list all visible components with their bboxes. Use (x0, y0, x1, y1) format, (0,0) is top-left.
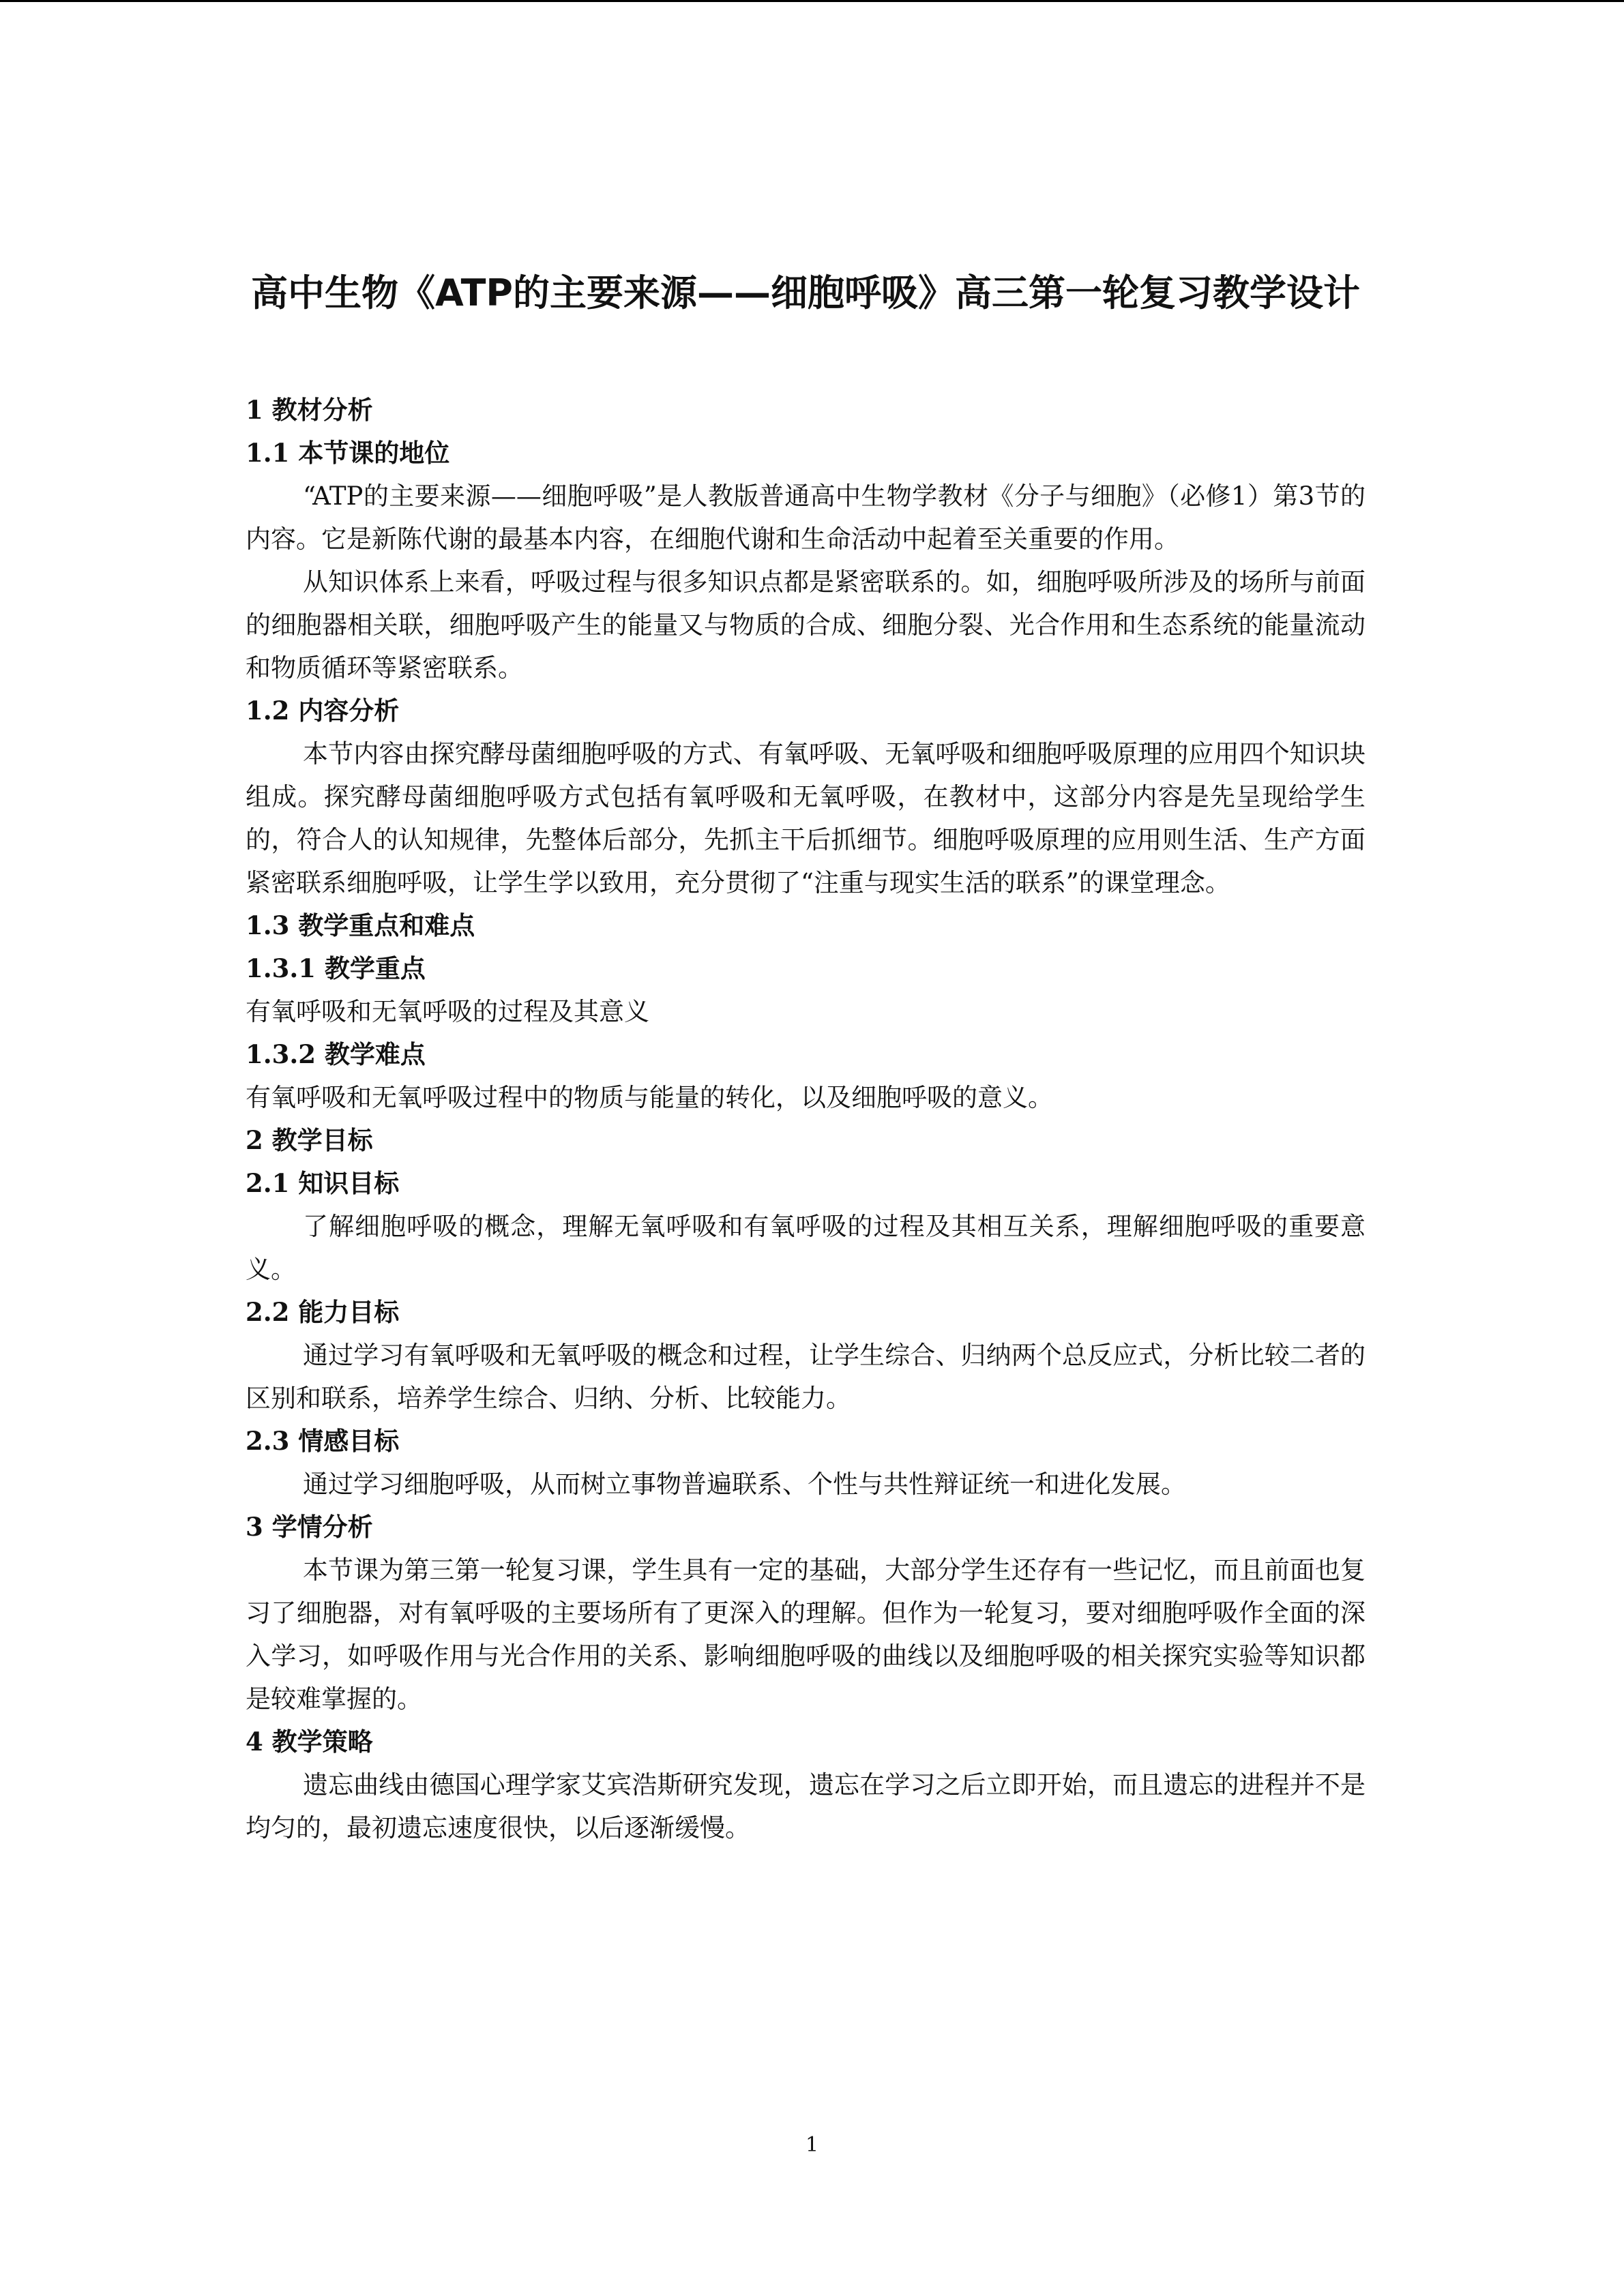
body-paragraph: 通过学习细胞呼吸，从而树立事物普遍联系、个性与共性辩证统一和进化发展。 (303, 1470, 1186, 1499)
top-border-line (0, 0, 1624, 2)
body-paragraph: “ATP的主要来源——细胞呼吸”是人教版普通高中生物学教材《分子与细胞》（必修1）第3节的内容。它是新陈代谢的最基本内容，在细胞代谢和生命活动中起着至关重要的作用。 (246, 481, 1365, 554)
section-heading: 1 教材分析 (246, 395, 373, 425)
section-heading: 1.2 内容分析 (246, 696, 400, 726)
body-paragraph: 本节课为第三第一轮复习课，学生具有一定的基础，大部分学生还存有一些记忆，而且前面也复习了细胞器，对有氧呼吸的主要场所有了更深入的理解。但作为一轮复习，要对细胞呼吸作全面的深入学习，如呼吸作用与光合作用的关系、影响细胞呼吸的曲线以及细胞呼吸的相关探究实验等知识都是较难掌握的。 (246, 1555, 1365, 1714)
body-paragraph: 从知识体系上来看，呼吸过程与很多知识点都是紧密联系的。如，细胞呼吸所涉及的场所与前面的细胞器相关联，细胞呼吸产生的能量又与物质的合成、细胞分裂、光合作用和生态系统的能量流动和物质循环等紧密联系。 (246, 567, 1365, 683)
section-heading: 2.1 知识目标 (246, 1168, 400, 1198)
document-page (246, 245, 1365, 1849)
body-paragraph: 有氧呼吸和无氧呼吸的过程及其意义 (246, 997, 649, 1026)
page-number: 1 (805, 2133, 819, 2157)
section-heading: 2.2 能力目标 (246, 1297, 400, 1327)
document-body (246, 389, 1365, 1849)
section-heading: 1.1 本节课的地位 (246, 438, 450, 468)
section-heading: 3 学情分析 (246, 1512, 373, 1542)
section-heading: 1.3.1 教学重点 (246, 953, 426, 983)
body-paragraph: 了解细胞呼吸的概念，理解无氧呼吸和有氧呼吸的过程及其相互关系，理解细胞呼吸的重要意义。 (246, 1212, 1365, 1284)
section-heading: 2 教学目标 (246, 1125, 373, 1155)
body-paragraph: 通过学习有氧呼吸和无氧呼吸的概念和过程，让学生综合、归纳两个总反应式，分析比较二者的区别和联系，培养学生综合、归纳、分析、比较能力。 (246, 1341, 1365, 1413)
body-paragraph: 遗忘曲线由德国心理学家艾宾浩斯研究发现，遗忘在学习之后立即开始，而且遗忘的进程并不是均匀的，最初遗忘速度很快，以后逐渐缓慢。 (246, 1770, 1365, 1843)
body-paragraph: 本节内容由探究酵母菌细胞呼吸的方式、有氧呼吸、无氧呼吸和细胞呼吸原理的应用四个知识块组成。探究酵母菌细胞呼吸方式包括有氧呼吸和无氧呼吸，在教材中，这部分内容是先呈现给学生的，符合人的认知规律，先整体后部分，先抓主干后抓细节。细胞呼吸原理的应用则生活、生产方面紧密联系细胞呼吸，让学生学以致用，充分贯彻了“注重与现实生活的联系”的课堂理念。 (246, 739, 1365, 897)
document-title: 高中生物《ATP的主要来源——细胞呼吸》高三第一轮复习教学设计 (250, 271, 1360, 314)
section-heading: 1.3.2 教学难点 (246, 1039, 426, 1069)
section-heading: 2.3 情感目标 (246, 1426, 400, 1456)
section-heading: 4 教学策略 (246, 1727, 373, 1757)
section-heading: 1.3 教学重点和难点 (246, 910, 475, 940)
body-paragraph: 有氧呼吸和无氧呼吸过程中的物质与能量的转化，以及细胞呼吸的意义。 (246, 1083, 1053, 1112)
